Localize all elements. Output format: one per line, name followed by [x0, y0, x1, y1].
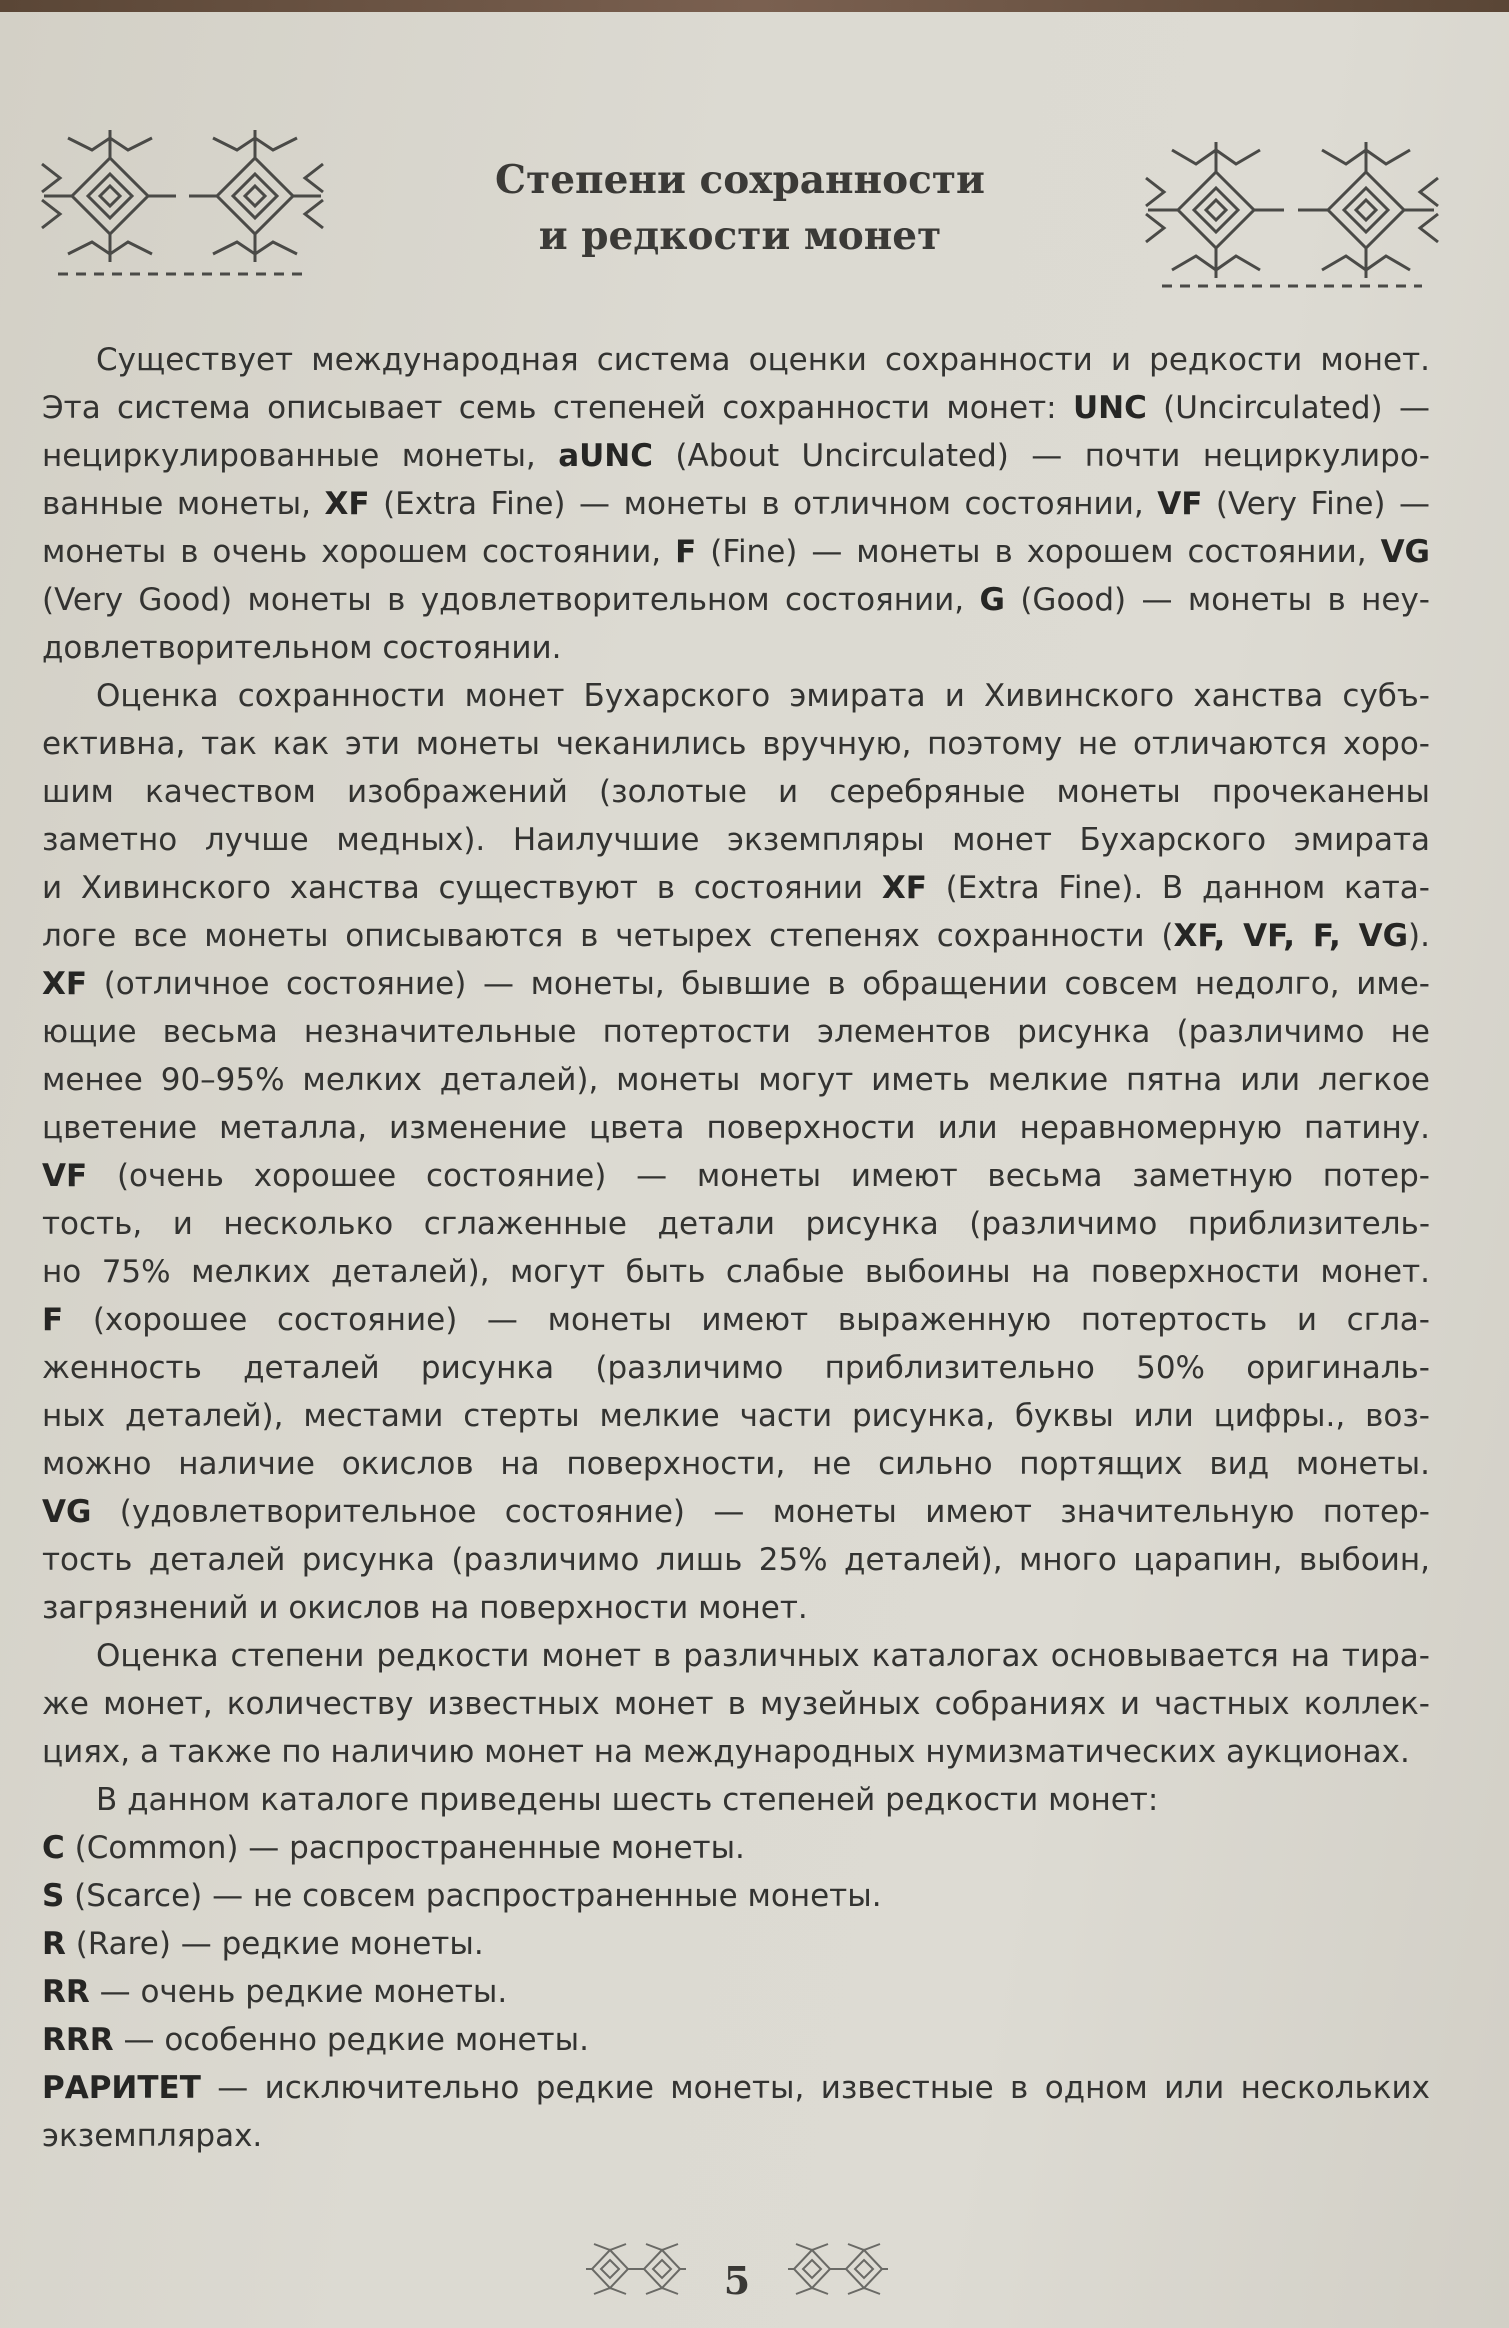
text-line: [42, 480, 1430, 528]
footer-ornament-right-icon: [786, 2240, 890, 2298]
grade-code: F: [42, 1302, 64, 1338]
text-line: [42, 672, 1430, 720]
text-run: (Scarce) — не совсем распространенные монеты.: [64, 1878, 882, 1914]
text-line: [42, 1728, 1430, 1776]
text-run: В данном каталоге приведены шесть степеней редкости монет:: [96, 1782, 1159, 1818]
text-line: [42, 1488, 1430, 1536]
text-run: Оценка степени редкости монет в различных каталогах основывается на тира-: [96, 1638, 1430, 1674]
text-run: (Uncirculated) —: [1146, 390, 1430, 426]
text-line: [42, 1776, 1430, 1824]
text-run: загрязнений и окислов на поверхности монет.: [42, 1590, 808, 1626]
text-run: тость деталей рисунка (различимо лишь 25% деталей), много царапин, выбоин,: [42, 1542, 1430, 1578]
text-run: же монет, количеству известных монет в музейных собраниях и частных коллек-: [42, 1686, 1430, 1722]
text-line: [42, 864, 1430, 912]
grade-code: S: [42, 1878, 65, 1914]
text-line: [42, 768, 1430, 816]
text-line: [42, 1824, 1430, 1872]
grade-code: VF: [1157, 486, 1203, 522]
text-run: ных деталей), местами стерты мелкие части рисунка, буквы или цифры., воз-: [42, 1398, 1430, 1434]
text-line: [42, 528, 1430, 576]
text-run: ющие весьма незначительные потертости элементов рисунка (различимо не: [42, 1014, 1430, 1050]
grade-code: VG: [1380, 534, 1430, 570]
text-line: [42, 1008, 1430, 1056]
text-line: [42, 960, 1430, 1008]
text-run: заметно лучше медных). Наилучшие экземпляры монет Бухарского эмирата: [42, 822, 1430, 858]
text-run: (отличное состояние) — монеты, бывшие в обращении совсем недолго, име-: [87, 966, 1430, 1002]
text-run: ективна, так как эти монеты чеканились вручную, поэтому не отличаются хоро-: [42, 726, 1430, 762]
text-run: нециркулированные монеты,: [42, 438, 559, 474]
text-line: [42, 1392, 1430, 1440]
text-run: цветение металла, изменение цвета поверхности или неравномерную патину.: [42, 1110, 1430, 1146]
text-line: [42, 1920, 1430, 1968]
text-run: тость, и несколько сглаженные детали рисунка (различимо приблизитель-: [42, 1206, 1430, 1242]
grade-code: R: [42, 1926, 66, 1962]
text-line: [42, 336, 1430, 384]
text-line: [42, 1056, 1430, 1104]
text-line: [42, 1440, 1430, 1488]
text-line: [42, 432, 1430, 480]
text-run: (хорошее состояние) — монеты имеют выраженную потертость и сгла-: [63, 1302, 1430, 1338]
text-run: (Good) — монеты в неу-: [1004, 582, 1430, 618]
text-run: менее 90–95% мелких деталей), монеты могут иметь мелкие пятна или легкое: [42, 1062, 1430, 1098]
text-run: (Common) — распространенные монеты.: [64, 1830, 745, 1866]
page-title: [400, 152, 1080, 264]
grade-code: XF: [881, 870, 927, 906]
text-run: можно наличие окислов на поверхности, не сильно портящих вид монеты.: [42, 1446, 1430, 1482]
grade-code: UNC: [1072, 390, 1147, 426]
text-run: (очень хорошее состояние) — монеты имеют весьма заметную потер-: [87, 1158, 1430, 1194]
grade-code: XF, VF, F, VG: [1173, 918, 1409, 954]
page-number: 5: [723, 2258, 751, 2303]
grade-code: C: [42, 1830, 65, 1866]
text-line: [42, 1872, 1430, 1920]
text-line: [42, 1200, 1430, 1248]
ornament-top-left-icon: [38, 124, 328, 288]
grade-code: VF: [42, 1158, 88, 1194]
text-run: (About Uncirculated) — почти нециркулиро-: [652, 438, 1430, 474]
text-line: [42, 1104, 1430, 1152]
title-line-2: и редкости монет: [538, 213, 942, 259]
text-line: [42, 2064, 1430, 2112]
text-line: [42, 576, 1430, 624]
text-run: — очень редкие монеты.: [89, 1974, 508, 2010]
text-line: [42, 1584, 1430, 1632]
grade-code: F: [675, 534, 697, 570]
text-line: [42, 1680, 1430, 1728]
text-run: (Extra Fine) — монеты в отличном состоянии,: [369, 486, 1158, 522]
text-run: (Extra Fine). В данном ката-: [926, 870, 1430, 906]
title-line-1: Степени сохранности: [495, 157, 985, 203]
grade-code: XF: [324, 486, 370, 522]
text-line: [42, 384, 1430, 432]
grade-code: G: [979, 582, 1005, 618]
text-line: [42, 2016, 1430, 2064]
text-run: ).: [1408, 918, 1430, 954]
footer-ornament-left-icon: [584, 2240, 688, 2298]
text-line: [42, 1296, 1430, 1344]
text-line: [42, 1248, 1430, 1296]
body-text: [42, 336, 1430, 2160]
text-line: [42, 1152, 1430, 1200]
text-run: — исключительно редкие монеты, известные в одном или нескольких: [200, 2070, 1430, 2106]
page-top-edge: [0, 0, 1509, 12]
text-line: [42, 624, 1430, 672]
text-run: (Rare) — редкие монеты.: [65, 1926, 484, 1962]
text-run: — особенно редкие монеты.: [113, 2022, 589, 2058]
grade-code: VG: [42, 1494, 92, 1530]
text-line: [42, 1344, 1430, 1392]
text-run: но 75% мелких деталей), могут быть слабые выбоины на поверхности монет.: [42, 1254, 1430, 1290]
text-line: [42, 912, 1430, 960]
text-run: довлетворительном состоянии.: [42, 630, 562, 666]
text-line: [42, 720, 1430, 768]
text-run: ванные монеты,: [42, 486, 325, 522]
text-line: [42, 2112, 1430, 2160]
grade-code: RR: [42, 1974, 90, 2010]
text-run: шим качеством изображений (золотые и серебряные монеты прочеканены: [42, 774, 1430, 810]
text-run: циях, а также по наличию монет на международных нумизматических аукционах.: [42, 1734, 1410, 1770]
text-run: и Хивинского ханства существуют в состоянии: [42, 870, 882, 906]
text-line: [42, 1536, 1430, 1584]
text-run: Эта система описывает семь степеней сохранности монет:: [42, 390, 1073, 426]
grade-code: РАРИТЕТ: [42, 2070, 201, 2106]
text-run: монеты в очень хорошем состоянии,: [42, 534, 676, 570]
text-run: женность деталей рисунка (различимо приблизительно 50% оригиналь-: [42, 1350, 1430, 1386]
ornament-top-right-icon: [1142, 136, 1442, 294]
text-line: [42, 816, 1430, 864]
text-run: (Very Fine) —: [1202, 486, 1431, 522]
grade-code: RRR: [42, 2022, 114, 2058]
text-line: [42, 1968, 1430, 2016]
text-run: Существует международная система оценки сохранности и редкости монет.: [96, 342, 1430, 378]
grade-code: aUNC: [558, 438, 653, 474]
text-run: (Very Good) монеты в удовлетворительном состоянии,: [42, 582, 980, 618]
text-line: [42, 1632, 1430, 1680]
text-run: (удовлетворительное состояние) — монеты имеют значительную потер-: [91, 1494, 1430, 1530]
text-run: экземплярах.: [42, 2118, 263, 2154]
grade-code: XF: [42, 966, 88, 1002]
text-run: логе все монеты описываются в четырех степенях сохранности (: [42, 918, 1174, 954]
text-run: (Fine) — монеты в хорошем состоянии,: [696, 534, 1381, 570]
text-run: Оценка сохранности монет Бухарского эмирата и Хивинского ханства субъ-: [96, 678, 1430, 714]
